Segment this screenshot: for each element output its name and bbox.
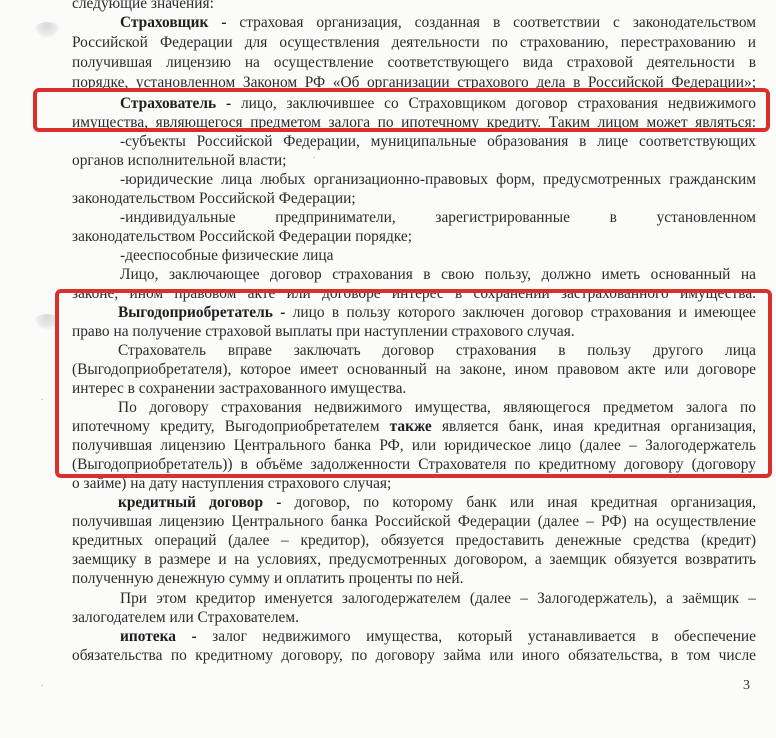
highlight-box-beneficiary xyxy=(55,289,772,478)
list-item: -юридические лица любых организационно-правовых форм, предусмотренных гражданским xyxy=(120,171,756,188)
text-line: органов исполнительной власти; xyxy=(72,152,287,169)
text-line: залогодателем или Страхователем. xyxy=(72,609,299,626)
list-item: -субъекты Российской Федерации, муниципальные образования в лице соответствующих xyxy=(120,133,756,150)
text-line: законе, ином правовом акте или договоре интерес в сохранении застрахованного имущества. xyxy=(72,285,756,302)
text-line: полученную денежную сумму и оплатить проценты по ней. xyxy=(72,570,464,587)
text-line: законодательством Российской Федерации; xyxy=(72,190,356,207)
text-line: о займе) на дату наступления страхового случая; xyxy=(72,475,392,492)
text-line: право на получение страховой выплаты при наступлении страхового случая. xyxy=(72,323,575,340)
list-item: -дееспособные физические лица xyxy=(120,247,334,264)
list-item: -индивидуальные предприниматели, зарегистрированные в установленном xyxy=(120,209,756,226)
text-line: имущества, являющегося предметом залога по ипотечному кредиту. Таким лицом может являться: xyxy=(72,114,756,131)
text-line: получившая лицензию Центрального банка РФ, или юридическое лицо (далее – Залогодержатель xyxy=(72,437,756,454)
text-line: следующие значения: xyxy=(72,0,214,12)
scan-speck: · xyxy=(40,392,44,406)
definition-policyholder: Страхователь - лицо, заключившее со Страховщиком договор страхования недвижимого xyxy=(120,95,756,112)
text-line: При этом кредитор именуется залогодержателем (далее – Залогодержатель), а заёмщик – xyxy=(120,590,756,607)
page-number: 3 xyxy=(743,678,750,693)
definition-insurer: Страховщик - страховая организация, созданная в соответствии с законодательством xyxy=(120,14,756,31)
term-insurer: Страховщик - xyxy=(120,14,227,31)
punch-hole-top xyxy=(34,22,60,38)
highlight-box-policyholder xyxy=(33,88,770,132)
text-line: заемщику в размере и на условиях, предусмотренных договором, а заемщик обязуется возвратить xyxy=(72,551,756,568)
text-line: законодательством Российской Федерации порядке; xyxy=(72,228,412,245)
text-line: получившая лицензию Центрального банка Российской Федерации (далее – РФ) на осуществление xyxy=(72,513,756,530)
text-line: (Выгодоприобретателя), которое имеет основанный на законе, ином правовом акте или договоре xyxy=(72,361,756,378)
text-line: кредитных операций (далее – кредитор), обязуется предоставить денежные средства (кредит) xyxy=(72,532,756,549)
text-line: Российской Федерации для осуществления деятельности по страхованию, перестрахованию и xyxy=(72,34,756,51)
text-line: получившая лицензию на осуществление соответствующего вида страховой деятельности в xyxy=(72,54,756,71)
definition-credit-agreement: кредитный договор - договор, по которому банк или иная кредитная организация, xyxy=(118,494,756,511)
definition-beneficiary: Выгодоприобретатель - лицо в пользу которого заключен договор страхования и имеющее xyxy=(118,304,756,321)
text-line: По договору страхования недвижимого имущества, являющегося предметом залога по xyxy=(118,399,756,416)
scan-speck: · xyxy=(312,150,316,164)
text-line: обязательства по кредитному договору, по договору займа или иного обязательства, в том числе xyxy=(72,647,756,664)
text-line: порядке, установленном Законом РФ «Об организации страхового дела в Российской Федерации»; xyxy=(72,74,756,91)
text-line: (Выгодоприобретатель)) в объёме задолженности Страхователя по кредитному договору (договору xyxy=(72,456,756,473)
term-policyholder: Страхователь - xyxy=(120,95,232,112)
emphasis-also: также xyxy=(389,418,432,435)
term-beneficiary: Выгодоприобретатель - xyxy=(118,304,286,321)
term-mortgage: ипотека - xyxy=(120,628,197,645)
term-credit-agreement: кредитный договор - xyxy=(118,494,282,511)
text-line: интерес в сохранении застрахованного имущества. xyxy=(72,380,407,397)
scan-speck: · xyxy=(40,678,44,692)
text-line: ипотечному кредиту, Выгодоприобретателем также является банк, иная кредитная организация, xyxy=(72,418,757,435)
definition-mortgage: ипотека - залог недвижимого имущества, который устанавливается в обеспечение xyxy=(120,628,756,645)
text-line: Лицо, заключающее договор страхования в свою пользу, должно иметь основанный на xyxy=(120,266,756,283)
text-line: Страхователь вправе заключать договор страхования в пользу другого лица xyxy=(118,342,756,359)
